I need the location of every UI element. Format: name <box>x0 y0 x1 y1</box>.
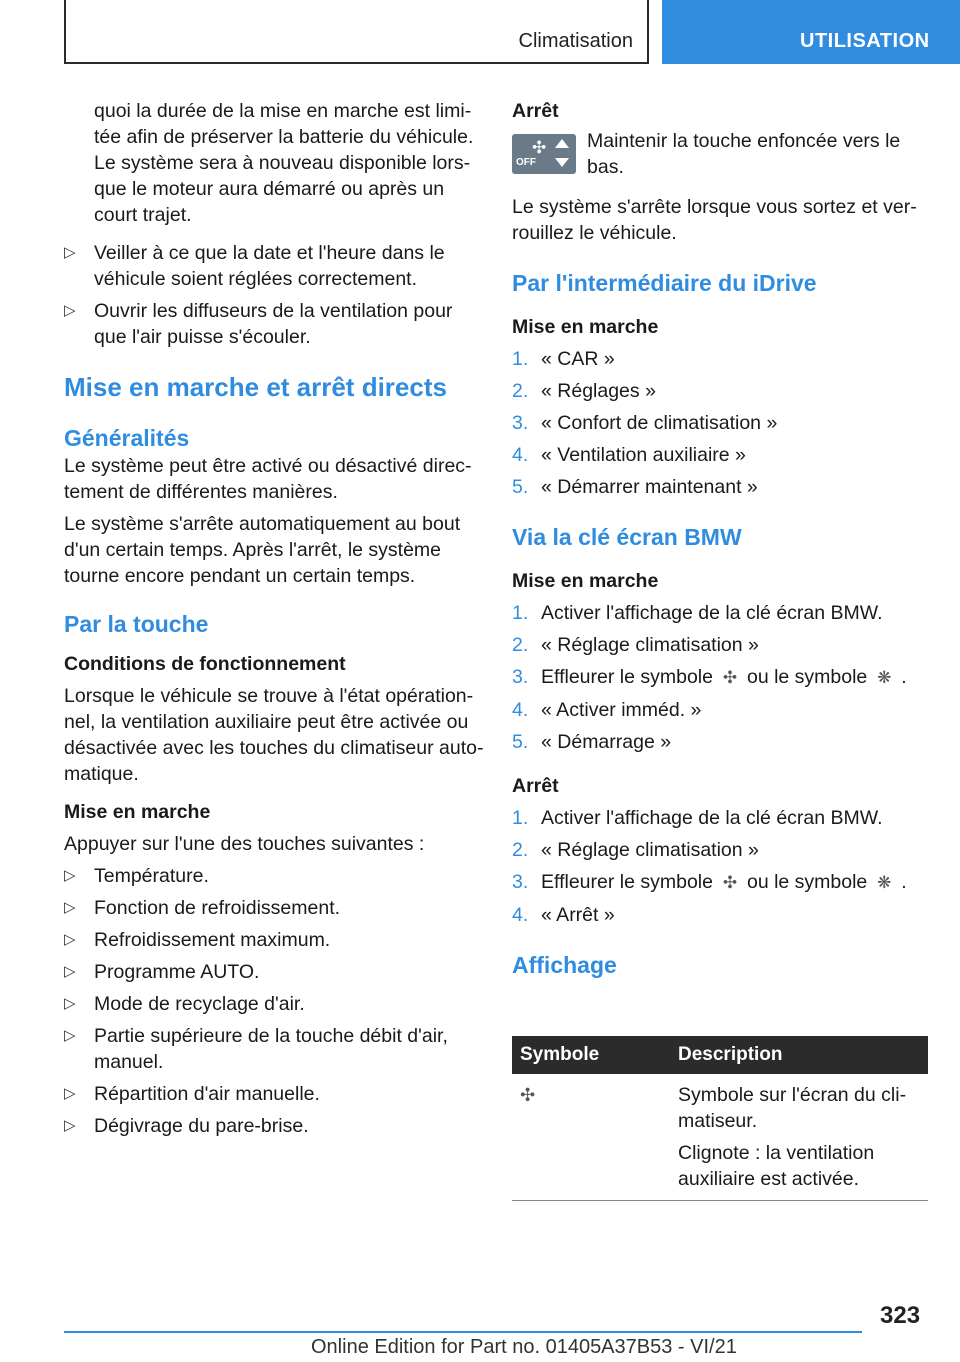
right-column <box>512 98 928 980</box>
heading-cle-arret: Arrêt <box>512 775 559 797</box>
list-item: 1. Activer l'affichage de la clé écran BMW. <box>512 807 883 829</box>
bullet-item: ▷ Partie supérieure de la touche débit d'air, manuel. <box>64 1025 448 1073</box>
header-chapter-title: UTILISATION <box>800 30 930 52</box>
symbol-table <box>512 1036 928 1201</box>
general-paragraph-1: Le système peut être activé ou désactivé directement de différentes manières. <box>64 455 472 503</box>
bullet-item: ▷ Veiller à ce que la date et l'heure dans le véhicule soient réglées correctement. <box>64 242 445 290</box>
page-number: 323 <box>880 1302 921 1329</box>
subsection-heading-cle: Via la clé écran BMW <box>512 524 742 550</box>
triangle-bullet-icon: ▷ <box>64 1027 76 1044</box>
header-chapter-tab <box>662 0 960 64</box>
triangle-bullet-icon: ▷ <box>64 302 76 319</box>
arret-key-text: Maintenir la touche enfoncée vers le bas. <box>587 130 901 178</box>
subsection-heading-idrive: Par l'intermédiaire du iDrive <box>512 270 817 296</box>
heading-idrive-marche: Mise en marche <box>512 316 659 338</box>
footer-edition: Online Edition for Part no. 01405A37B53 - VI/21 <box>311 1336 737 1358</box>
list-item: 4. « Arrêt » <box>512 904 615 926</box>
bullet-item: ▷ Dégivrage du pare-brise. <box>64 1115 309 1137</box>
list-item: 2. « Réglage climatisation » <box>512 634 759 656</box>
left-column <box>64 98 484 1139</box>
arrow-up-icon <box>555 139 569 148</box>
table-row <box>512 1074 928 1201</box>
subsection-heading-affichage: Affichage <box>512 952 617 978</box>
fan-heat-icon: ❋ <box>877 873 892 892</box>
heading-cle-marche: Mise en marche <box>512 570 659 592</box>
list-item: 5. « Démarrage » <box>512 731 672 753</box>
ventilation-off-key-icon: ✣ OFF <box>512 134 576 174</box>
bullet-item: ▷ Mode de recyclage d'air. <box>64 993 305 1015</box>
list-item: 1. « CAR » <box>512 348 615 370</box>
conditions-paragraph: Lorsque le véhicule se trouve à l'état opérationnel, la ventilation auxiliaire peut être activée ou désactivée avec les touches du climatiseur automatique. <box>64 685 484 785</box>
footer-divider <box>64 1331 862 1333</box>
triangle-bullet-icon: ▷ <box>64 899 76 916</box>
general-paragraph-2: Le système s'arrête automatiquement au bout d'un certain temps. Après l'arrêt, le système tourne encore pendant un certain temps. <box>64 513 461 587</box>
arrow-down-icon <box>555 158 569 167</box>
list-item: 3. « Confort de climatisation » <box>512 412 778 434</box>
heading-arret: Arrêt <box>512 100 559 122</box>
list-item: 4. « Activer imméd. » <box>512 699 702 721</box>
subsection-heading-touche: Par la touche <box>64 611 209 637</box>
table-header-symbol: Symbole <box>512 1036 670 1074</box>
fan-heat-icon: ❋ <box>877 668 892 687</box>
bullet-item: ▷ Température. <box>64 865 209 887</box>
table-cell-description: Symbole sur l'écran du climatiseur. Clignote : la ventilation auxiliaire est activée. <box>670 1074 928 1201</box>
bullet-item: ▷ Fonction de refroidissement. <box>64 897 341 919</box>
triangle-bullet-icon: ▷ <box>64 244 76 261</box>
triangle-bullet-icon: ▷ <box>64 931 76 948</box>
triangle-bullet-icon: ▷ <box>64 867 76 884</box>
intro-paragraph: quoi la durée de la mise en marche est limitée afin de préserver la batterie du véhicule. Le système sera à nouveau disponible lorsque le moteur aura démarré ou après un court trajet. <box>94 100 474 226</box>
marche-paragraph: Appuyer sur l'une des touches suivantes : <box>64 833 425 855</box>
header-section-box <box>64 0 649 64</box>
triangle-bullet-icon: ▷ <box>64 963 76 980</box>
section-heading: Mise en marche et arrêt directs <box>64 372 447 402</box>
list-item: 1. Activer l'affichage de la clé écran BMW. <box>512 602 883 624</box>
bullet-item: ▷ Ouvrir les diffuseurs de la ventilation pour que l'air puisse s'écouler. <box>64 300 453 348</box>
fan-outline-icon: ✣ <box>520 1085 536 1105</box>
triangle-bullet-icon: ▷ <box>64 1085 76 1102</box>
bullet-item: ▷ Répartition d'air manuelle. <box>64 1083 320 1105</box>
table-header-description: Description <box>670 1036 928 1074</box>
fan-outline-icon: ✣ <box>722 873 738 892</box>
list-item: 2. « Réglage climatisation » <box>512 839 759 861</box>
triangle-bullet-icon: ▷ <box>64 995 76 1012</box>
heading-mise-en-marche: Mise en marche <box>64 801 211 823</box>
fan-icon: ✣ <box>532 138 547 157</box>
table-cell-symbol <box>512 1074 670 1201</box>
list-item: 4. « Ventilation auxiliaire » <box>512 444 746 466</box>
bullet-item: ▷ Programme AUTO. <box>64 961 260 983</box>
bullet-item: ▷ Refroidissement maximum. <box>64 929 331 951</box>
list-item: 3. Effleurer le symbole ✣ ou le symbole ❋ . <box>512 869 928 896</box>
list-item: 2. « Réglages » <box>512 380 656 402</box>
fan-outline-icon: ✣ <box>722 668 738 687</box>
heading-conditions: Conditions de fonctionnement <box>64 653 346 675</box>
triangle-bullet-icon: ▷ <box>64 1117 76 1134</box>
subsection-heading-general: Généralités <box>64 425 190 451</box>
header-section-title: Climatisation <box>518 30 633 52</box>
list-item: 3. Effleurer le symbole ✣ ou le symbole ❋ . <box>512 664 928 691</box>
arret-key-row <box>512 130 928 186</box>
list-item: 5. « Démarrer maintenant » <box>512 476 758 498</box>
arret-paragraph: Le système s'arrête lorsque vous sortez et verrouillez le véhicule. <box>512 196 917 244</box>
